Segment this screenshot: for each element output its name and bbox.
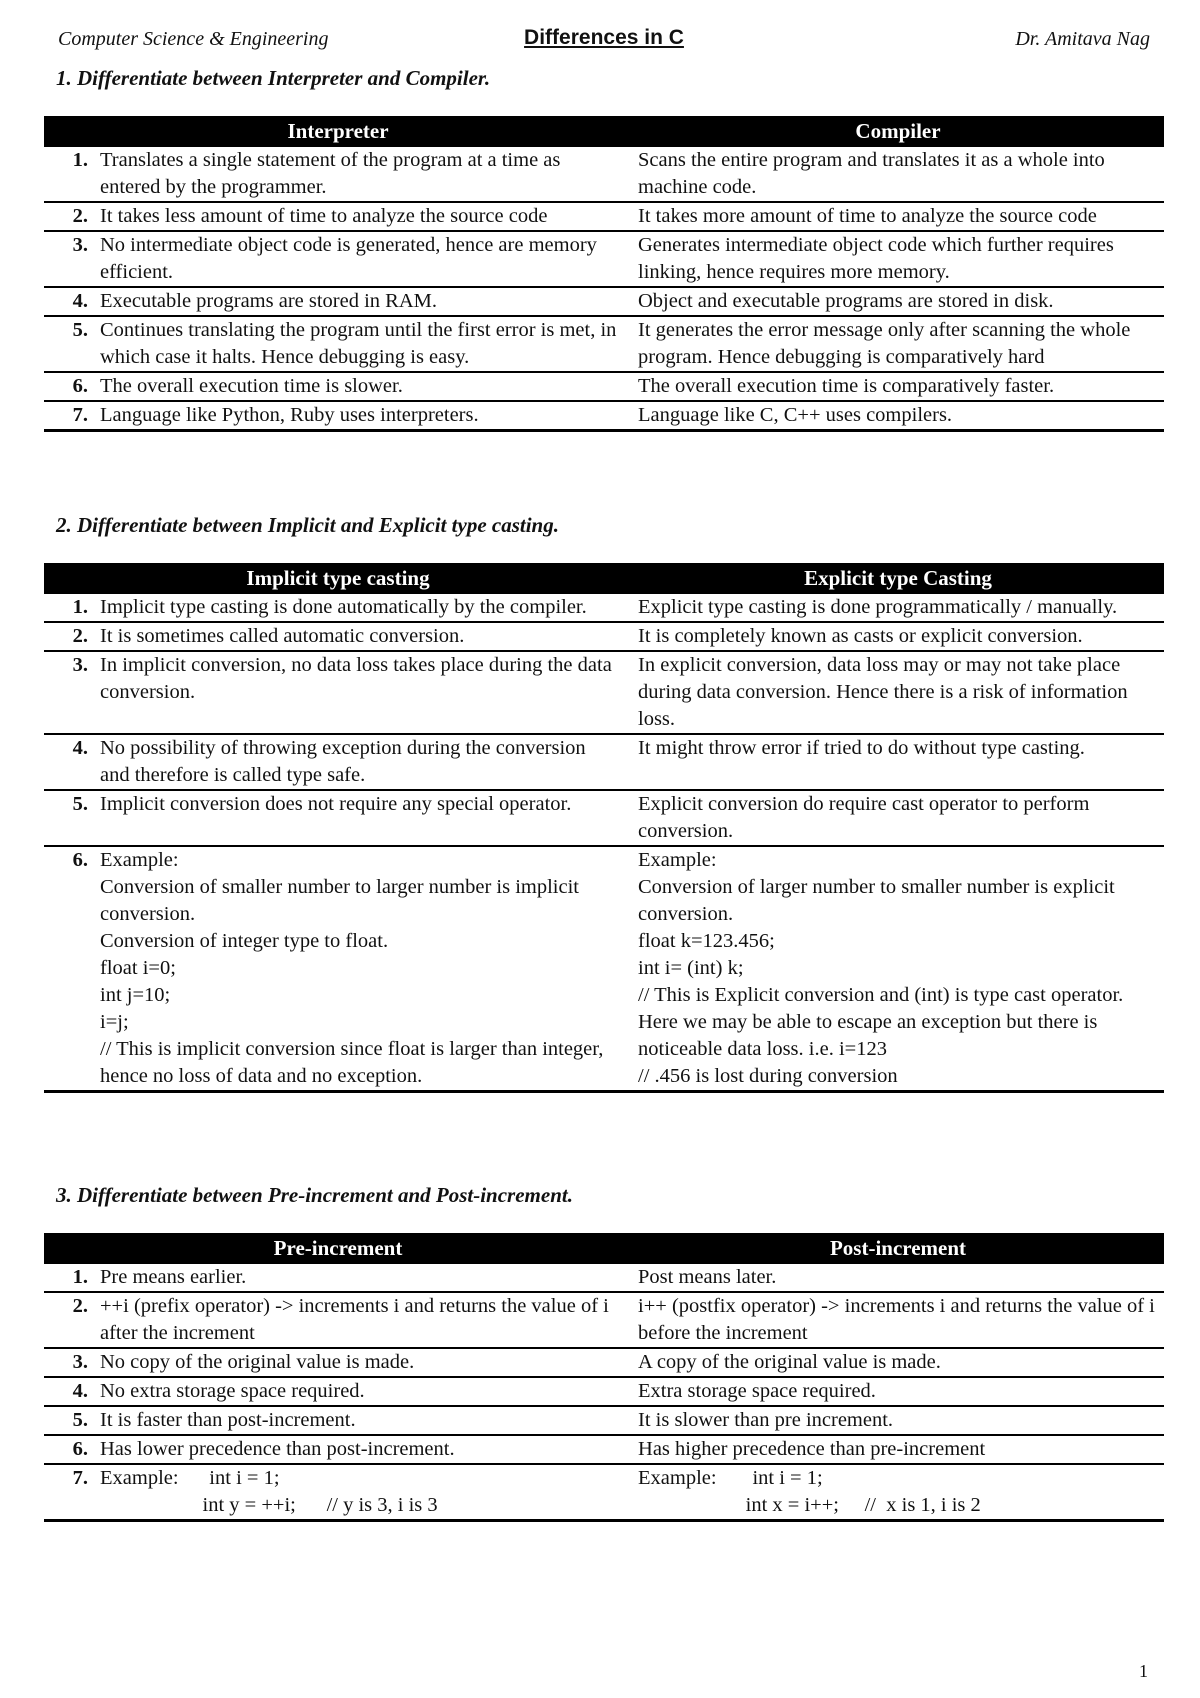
table-row [44, 651, 1164, 734]
table-row [44, 372, 1164, 401]
row-number: 2. [44, 202, 94, 231]
left-cell: Example: int i = 1; int y = ++i; // y is 3, i is 3 [94, 1464, 632, 1521]
right-cell: Extra storage space required. [632, 1377, 1164, 1406]
left-cell: The overall execution time is slower. [94, 372, 632, 401]
table-header-row [44, 116, 1164, 147]
table-row [44, 1435, 1164, 1464]
left-cell: Implicit type casting is done automatically by the compiler. [94, 594, 632, 622]
department-label: Computer Science & Engineering [58, 28, 329, 50]
page-number: 1 [1139, 1661, 1148, 1681]
row-number: 6. [44, 372, 94, 401]
right-cell: It generates the error message only after scanning the whole program. Hence debugging is comparatively hard [632, 316, 1164, 372]
comparison-table [44, 1233, 1164, 1522]
left-cell: It is faster than post-increment. [94, 1406, 632, 1435]
right-cell: Object and executable programs are stored in disk. [632, 287, 1164, 316]
right-cell: Example: Conversion of larger number to smaller number is explicit conversion. float k=123.456; int i= (int) k; // This is Explicit conversion and (int) is type cast operator. Here we may be able to escape an exception but there is noticeable data loss. i.e. i=123 // .456 is lost during conversion [632, 846, 1164, 1092]
right-cell: Language like C, C++ uses compilers. [632, 401, 1164, 431]
right-cell: Has higher precedence than pre-increment [632, 1435, 1164, 1464]
right-cell: It takes more amount of time to analyze the source code [632, 202, 1164, 231]
table-row [44, 1348, 1164, 1377]
row-number: 1. [44, 1264, 94, 1292]
table-row [44, 287, 1164, 316]
right-cell: i++ (postfix operator) -> increments i and returns the value of i before the increment [632, 1292, 1164, 1348]
table-row [44, 202, 1164, 231]
section-title: 1. Differentiate between Interpreter and Compiler. [56, 66, 491, 90]
table-row [44, 594, 1164, 622]
row-number: 7. [44, 1464, 94, 1521]
row-number: 5. [44, 316, 94, 372]
right-cell: Scans the entire program and translates it as a whole into machine code. [632, 147, 1164, 202]
right-cell: Example: int i = 1; int x = i++; // x is 1, i is 2 [632, 1464, 1164, 1521]
row-number: 6. [44, 1435, 94, 1464]
table-row [44, 1292, 1164, 1348]
right-cell: A copy of the original value is made. [632, 1348, 1164, 1377]
section-pre-post-increment [44, 1183, 1164, 1522]
right-cell: The overall execution time is comparatively faster. [632, 372, 1164, 401]
right-cell: Post means later. [632, 1264, 1164, 1292]
right-cell: It is slower than pre increment. [632, 1406, 1164, 1435]
section-title: 2. Differentiate between Implicit and Explicit type casting. [56, 513, 559, 537]
table-row [44, 846, 1164, 1092]
table-header-row [44, 1233, 1164, 1264]
row-number: 2. [44, 622, 94, 651]
column-header-left: Implicit type casting [44, 563, 632, 594]
left-cell: No extra storage space required. [94, 1377, 632, 1406]
left-cell: Example: Conversion of smaller number to larger number is implicit conversion. Conversion of integer type to float. float i=0; int j=10; i=j; // This is implicit conversion since float is larger than integer, hence no loss of data and no exception. [94, 846, 632, 1092]
right-cell: Generates intermediate object code which further requires linking, hence requires more memory. [632, 231, 1164, 287]
left-cell: Language like Python, Ruby uses interpreters. [94, 401, 632, 431]
table-row [44, 401, 1164, 431]
column-header-right: Explicit type Casting [632, 563, 1164, 594]
table-row [44, 622, 1164, 651]
left-cell: Pre means earlier. [94, 1264, 632, 1292]
row-number: 4. [44, 1377, 94, 1406]
left-cell: No intermediate object code is generated, hence are memory efficient. [94, 231, 632, 287]
right-cell: It is completely known as casts or explicit conversion. [632, 622, 1164, 651]
row-number: 1. [44, 594, 94, 622]
left-cell: ++i (prefix operator) -> increments i and returns the value of i after the increment [94, 1292, 632, 1348]
row-number: 6. [44, 846, 94, 1092]
section-title: 3. Differentiate between Pre-increment and Post-increment. [56, 1183, 573, 1207]
left-cell: It takes less amount of time to analyze the source code [94, 202, 632, 231]
table-row [44, 1406, 1164, 1435]
left-cell: No copy of the original value is made. [94, 1348, 632, 1377]
left-cell: It is sometimes called automatic conversion. [94, 622, 632, 651]
author-label: Dr. Amitava Nag [1015, 28, 1150, 50]
table-row [44, 1464, 1164, 1521]
column-header-left: Interpreter [44, 116, 632, 147]
document-title: Differences in C [524, 26, 684, 49]
comparison-table [44, 116, 1164, 432]
left-cell: Implicit conversion does not require any special operator. [94, 790, 632, 846]
table-row [44, 316, 1164, 372]
left-cell: Executable programs are stored in RAM. [94, 287, 632, 316]
right-cell: Explicit conversion do require cast operator to perform conversion. [632, 790, 1164, 846]
column-header-right: Compiler [632, 116, 1164, 147]
right-cell: Explicit type casting is done programmatically / manually. [632, 594, 1164, 622]
table-row [44, 790, 1164, 846]
row-number: 2. [44, 1292, 94, 1348]
table-row [44, 147, 1164, 202]
section-interpreter-compiler [44, 66, 1164, 432]
table-header-row [44, 563, 1164, 594]
row-number: 3. [44, 651, 94, 734]
left-cell: In implicit conversion, no data loss takes place during the data conversion. [94, 651, 632, 734]
left-cell: Translates a single statement of the program at a time as entered by the programmer. [94, 147, 632, 202]
comparison-table [44, 563, 1164, 1093]
section-implicit-explicit [44, 513, 1164, 1093]
row-number: 4. [44, 287, 94, 316]
right-cell: In explicit conversion, data loss may or may not take place during data conversion. Hence there is a risk of information loss. [632, 651, 1164, 734]
page-header [58, 24, 1150, 58]
row-number: 1. [44, 147, 94, 202]
left-cell: No possibility of throwing exception during the conversion and therefore is called type safe. [94, 734, 632, 790]
left-cell: Has lower precedence than post-increment. [94, 1435, 632, 1464]
row-number: 3. [44, 231, 94, 287]
row-number: 4. [44, 734, 94, 790]
row-number: 5. [44, 1406, 94, 1435]
right-cell: It might throw error if tried to do without type casting. [632, 734, 1164, 790]
table-row [44, 1377, 1164, 1406]
table-row [44, 231, 1164, 287]
column-header-left: Pre-increment [44, 1233, 632, 1264]
row-number: 5. [44, 790, 94, 846]
table-row [44, 1264, 1164, 1292]
left-cell: Continues translating the program until the first error is met, in which case it halts. Hence debugging is easy. [94, 316, 632, 372]
row-number: 3. [44, 1348, 94, 1377]
table-row [44, 734, 1164, 790]
column-header-right: Post-increment [632, 1233, 1164, 1264]
row-number: 7. [44, 401, 94, 431]
